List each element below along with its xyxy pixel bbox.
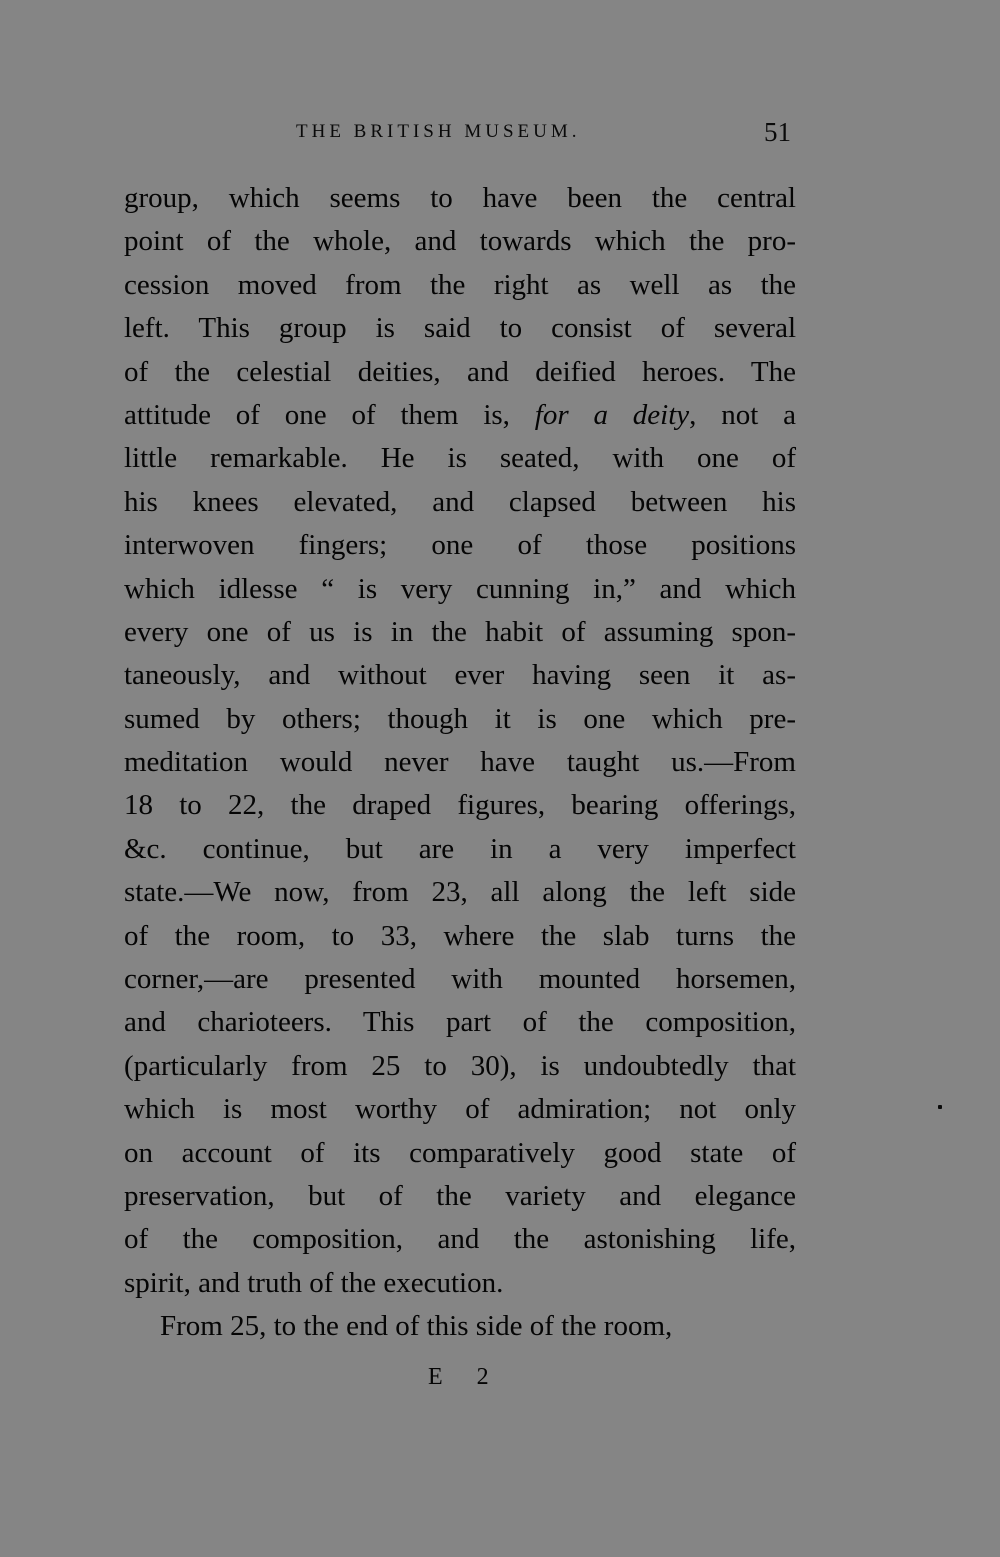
- text-line: every one of us is in the habit of assuming spon-: [124, 615, 796, 648]
- text-line: preservation, but of the variety and elegance: [124, 1179, 796, 1212]
- text-line: state.—We now, from 23, all along the left side: [124, 876, 796, 909]
- text-line: of the celestial deities, and deified heroes. The: [124, 355, 796, 388]
- body-text: [124, 177, 796, 1349]
- text-run: attitude of one of them is,: [124, 398, 535, 431]
- running-head: THE BRITISH MUSEUM.: [296, 121, 581, 142]
- text-line: and charioteers. This part of the composition,: [124, 1006, 796, 1039]
- text-line: of the composition, and the astonishing life,: [124, 1223, 796, 1256]
- italic-phrase: for a deity: [534, 398, 690, 431]
- text-line: 18 to 22, the draped figures, bearing offerings,: [124, 789, 796, 822]
- text-line: spirit, and truth of the execution.: [124, 1266, 504, 1299]
- text-line: which idlesse “ is very cunning in,” and which: [124, 572, 796, 605]
- text-line: point of the whole, and towards which the pro-: [124, 225, 796, 258]
- paragraph-start-line: From 25, to the end of this side of the room,: [160, 1310, 673, 1343]
- text-line: left. This group is said to consist of several: [124, 312, 796, 345]
- text-line: (particularly from 25 to 30), is undoubtedly that: [124, 1049, 796, 1082]
- text-line: sumed by others; though it is one which pre-: [124, 702, 796, 735]
- text-line: his knees elevated, and clapsed between his: [124, 485, 796, 518]
- text-line: taneously, and without ever having seen it as-: [124, 659, 796, 692]
- text-line: group, which seems to have been the central: [124, 182, 796, 214]
- text-line: interwoven fingers; one of those positions: [124, 529, 796, 562]
- text-line: cession moved from the right as well as the: [124, 268, 796, 301]
- page-number: 51: [764, 117, 791, 147]
- text-run: , not a: [689, 398, 796, 431]
- text-line: corner,—are presented with mounted horsemen,: [124, 963, 796, 996]
- text-line: little remarkable. He is seated, with one of: [124, 442, 796, 475]
- text-line: of the room, to 33, where the slab turns the: [124, 919, 796, 952]
- text-line: on account of its comparatively good state of: [124, 1136, 796, 1169]
- ink-speck: [938, 1105, 942, 1109]
- signature-mark: E 2: [428, 1364, 503, 1390]
- text-line: &c. continue, but are in a very imperfect: [124, 832, 796, 865]
- text-line: [124, 394, 796, 437]
- text-line: which is most worthy of admiration; not only: [124, 1093, 796, 1126]
- text-line: meditation would never have taught us.—From: [124, 746, 796, 779]
